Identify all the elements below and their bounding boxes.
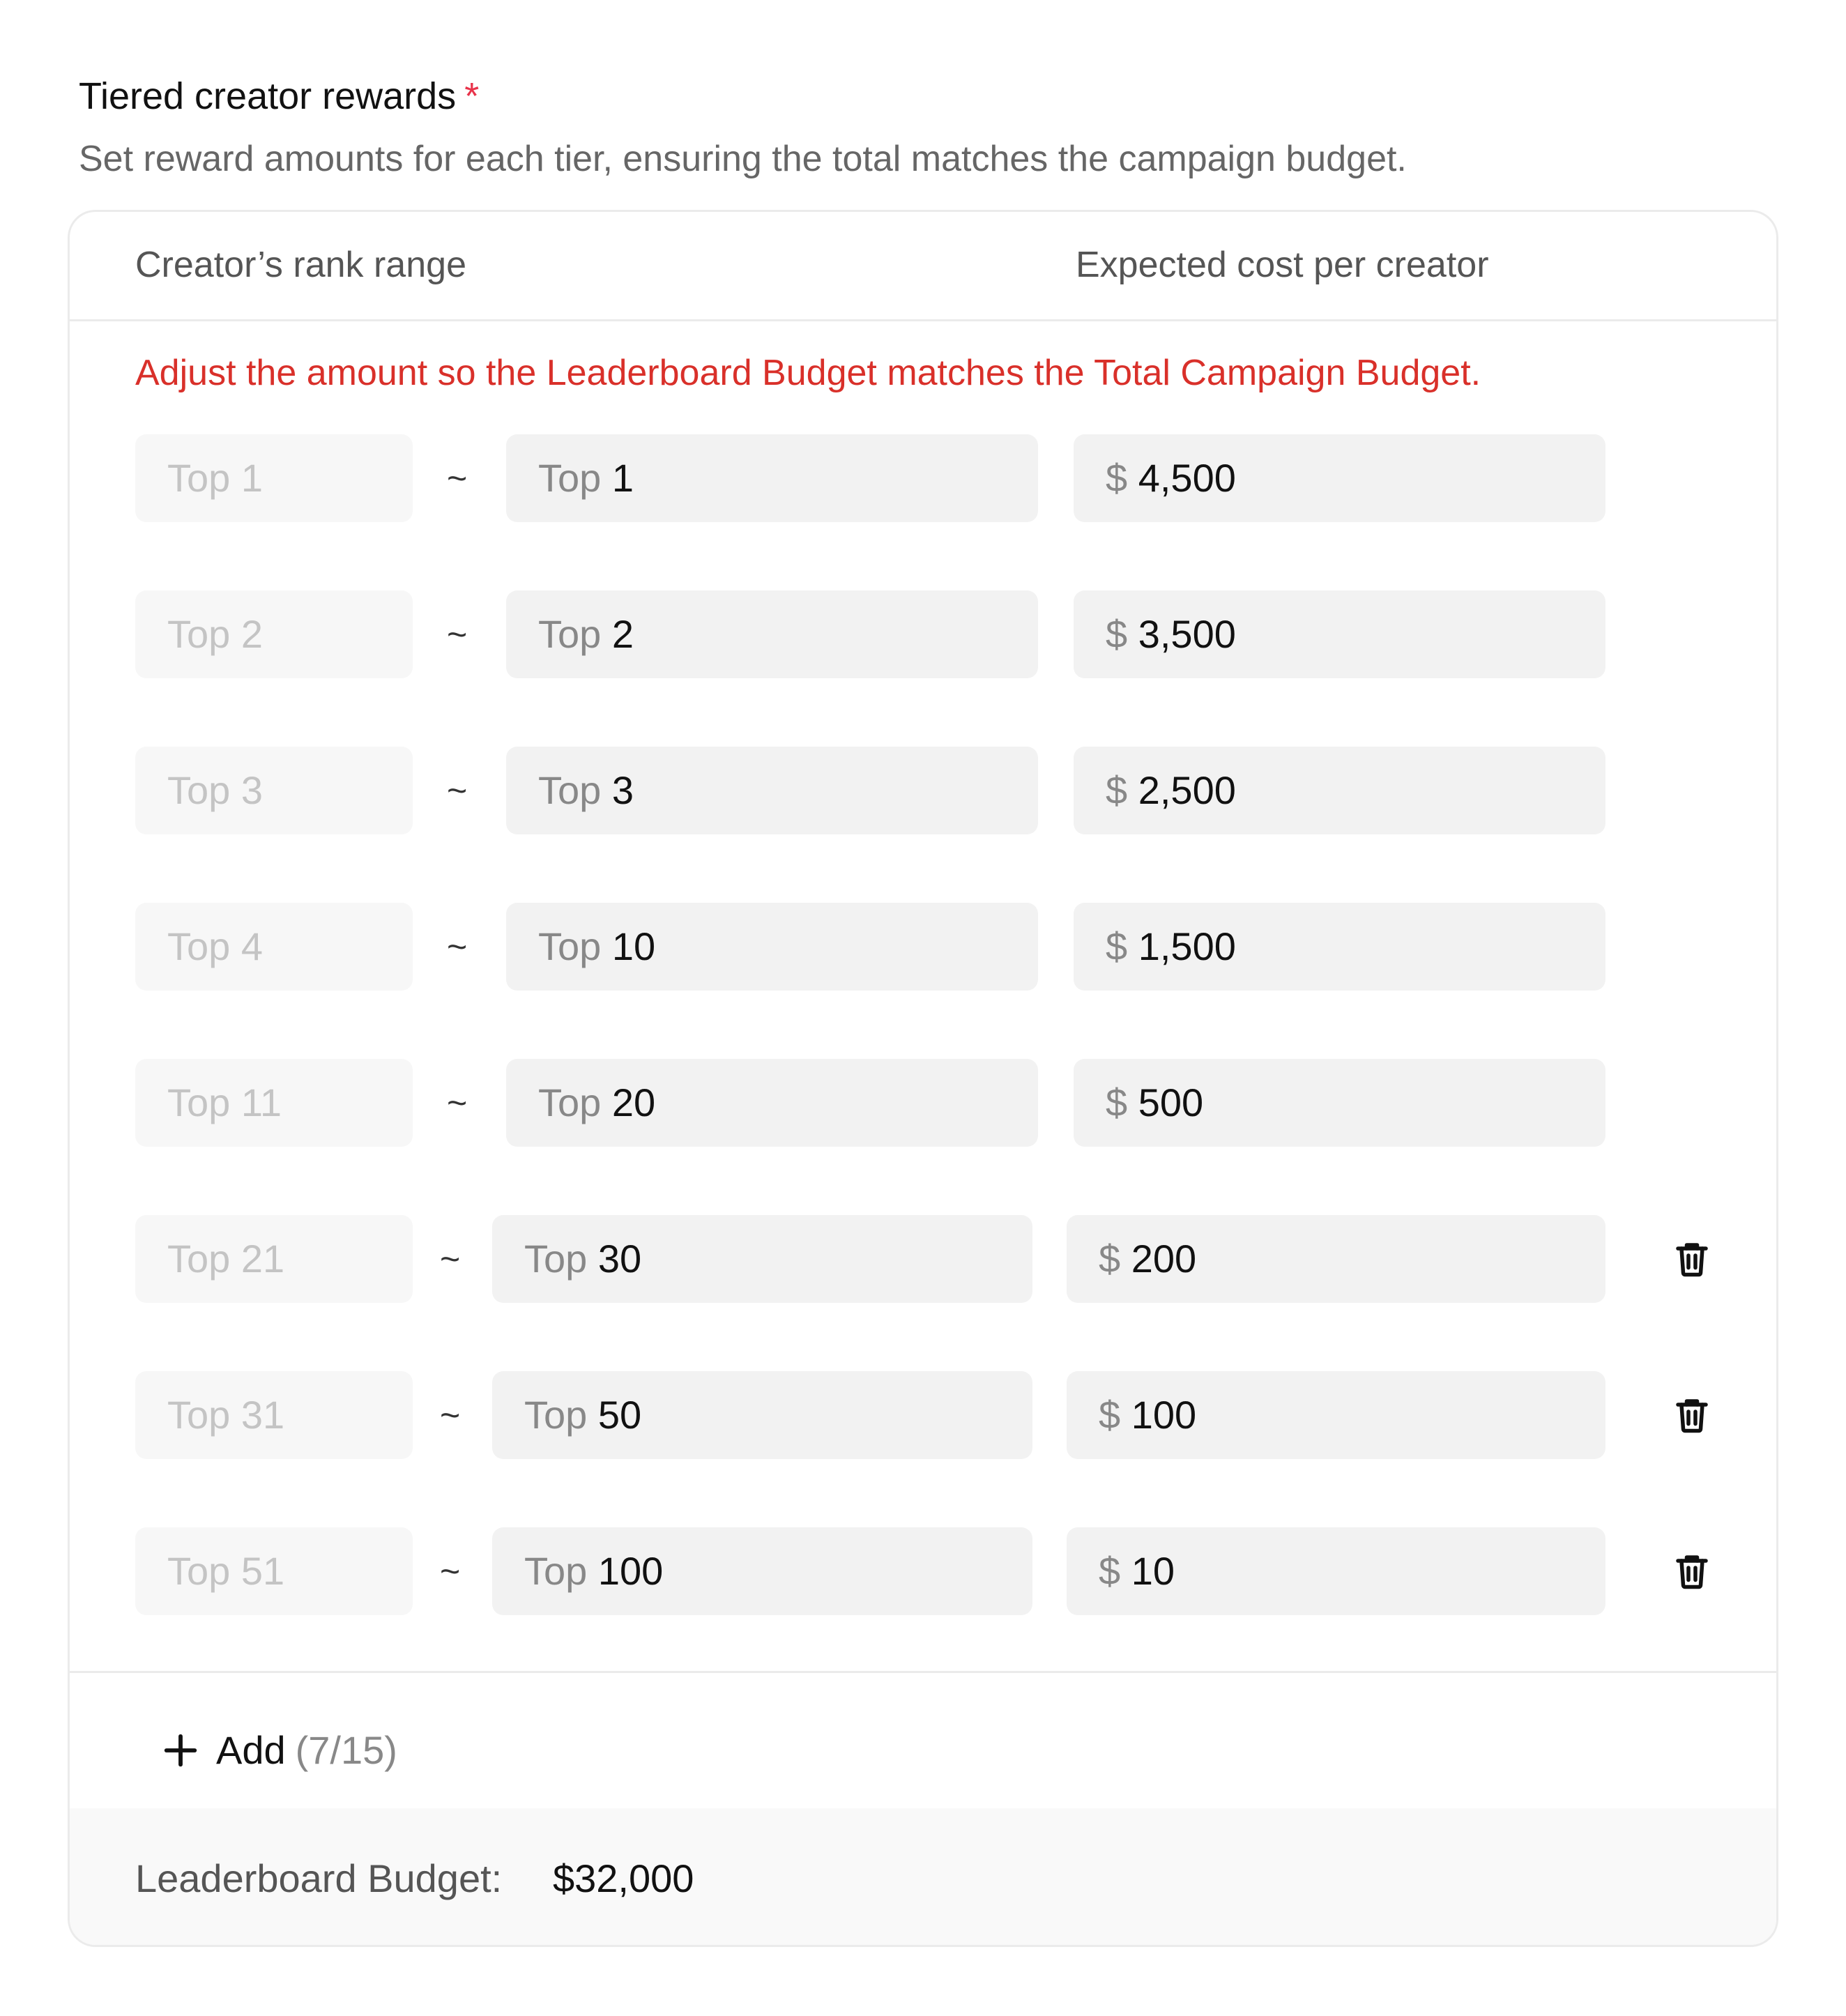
tier-row [70,1371,1776,1459]
rank-to-field[interactable] [506,747,1038,834]
cost-field[interactable] [1067,1215,1605,1303]
plus-icon [162,1732,199,1769]
section-subtitle: Set reward amounts for each tier, ensuring the total matches the campaign budget. [79,139,1407,179]
leaderboard-budget-value: $32,000 [553,1856,694,1900]
tier-row [70,1059,1776,1147]
cost-value: 500 [1138,1080,1204,1124]
rank-to-value: 50 [597,1393,642,1437]
tier-row [70,903,1776,991]
rank-to-value: 1 [611,456,634,500]
rank-from-field: Top 21 [135,1215,413,1303]
rank-to-prefix: Top [538,1080,602,1124]
currency-symbol: $ [1106,612,1128,656]
range-separator: ~ [447,459,468,498]
currency-symbol: $ [1099,1549,1121,1593]
rank-to-prefix: Top [524,1237,588,1281]
rank-to-field[interactable] [506,903,1038,991]
rank-to-value: 30 [597,1237,642,1281]
tier-row [70,1215,1776,1303]
cost-value: 3,500 [1138,612,1236,656]
tier-table-card [68,210,1778,1947]
rank-to-field[interactable] [492,1215,1032,1303]
rank-to-value: 3 [611,768,634,812]
cost-field[interactable] [1074,1059,1605,1147]
range-separator: ~ [447,927,468,966]
rank-to-prefix: Top [538,924,602,968]
cost-field[interactable] [1074,903,1605,991]
currency-symbol: $ [1106,768,1128,812]
cost-field[interactable] [1074,590,1605,678]
range-separator: ~ [440,1239,461,1278]
rank-from-field: Top 1 [135,434,413,522]
cost-value: 100 [1131,1393,1197,1437]
currency-symbol: $ [1106,924,1128,968]
rank-to-value: 10 [611,924,656,968]
rank-from-field: Top 3 [135,747,413,834]
column-header-cost: Expected cost per creator [1076,245,1489,285]
rank-to-prefix: Top [524,1549,588,1593]
cost-value: 2,500 [1138,768,1236,812]
add-tier-button[interactable] [162,1723,397,1778]
tier-row [70,747,1776,834]
range-separator: ~ [447,771,468,810]
range-separator: ~ [447,1083,468,1122]
add-tier-label: Add [216,1728,286,1772]
currency-symbol: $ [1099,1237,1121,1281]
rank-to-field[interactable] [506,590,1038,678]
cost-field[interactable] [1074,434,1605,522]
rank-to-prefix: Top [538,456,602,500]
rank-to-prefix: Top [538,768,602,812]
rank-to-field[interactable] [492,1371,1032,1459]
cost-field[interactable] [1067,1371,1605,1459]
trash-icon[interactable] [1671,1238,1713,1280]
tier-count: (7/15) [295,1728,397,1772]
rank-to-field[interactable] [506,1059,1038,1147]
trash-icon[interactable] [1671,1394,1713,1436]
currency-symbol: $ [1106,456,1128,500]
rank-from-field: Top 31 [135,1371,413,1459]
rank-from-field: Top 4 [135,903,413,991]
column-header-rank: Creator’s rank range [135,245,466,285]
rank-from-field: Top 2 [135,590,413,678]
title-text: Tiered creator rewards [79,75,457,117]
range-separator: ~ [440,1396,461,1435]
cost-value: 1,500 [1138,924,1236,968]
range-separator: ~ [440,1552,461,1591]
cost-value: 200 [1131,1237,1197,1281]
divider [70,1671,1776,1673]
section-title [79,72,479,121]
currency-symbol: $ [1099,1393,1121,1437]
trash-icon[interactable] [1671,1550,1713,1592]
rank-to-prefix: Top [524,1393,588,1437]
rank-to-value: 100 [597,1549,664,1593]
budget-footer [70,1808,1776,1947]
cost-field[interactable] [1067,1527,1605,1615]
tier-row [70,434,1776,522]
cost-value: 10 [1131,1549,1175,1593]
required-mark: * [464,75,480,117]
range-separator: ~ [447,615,468,654]
rank-to-value: 20 [611,1080,656,1124]
budget-mismatch-warning: Adjust the amount so the Leaderboard Budget matches the Total Campaign Budget. [135,353,1481,393]
currency-symbol: $ [1106,1080,1128,1124]
rank-from-field: Top 11 [135,1059,413,1147]
tier-row [70,1527,1776,1615]
cost-field[interactable] [1074,747,1605,834]
cost-value: 4,500 [1138,456,1236,500]
leaderboard-budget-label: Leaderboard Budget: [135,1856,503,1900]
table-header [70,212,1776,321]
rank-to-prefix: Top [538,612,602,656]
rank-from-field: Top 51 [135,1527,413,1615]
rank-to-value: 2 [611,612,634,656]
tier-row [70,590,1776,678]
rank-to-field[interactable] [506,434,1038,522]
rank-to-field[interactable] [492,1527,1032,1615]
